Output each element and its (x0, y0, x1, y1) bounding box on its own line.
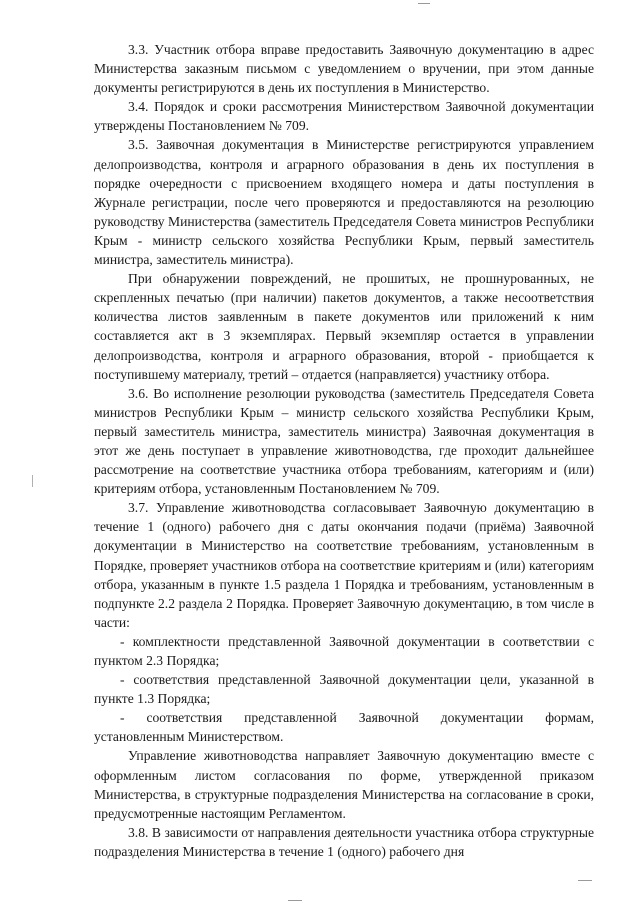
document-body (94, 40, 594, 861)
scan-artifact-top (418, 3, 430, 4)
list-item-purpose: - соответствия представленной Заявочной документации цели, указанной в пункте 1.3 Порядка; (94, 672, 594, 707)
paragraph-3-5: 3.5. Заявочная документация в Министерстве регистрируются управлением делопроизводства, контроля и аграрного образования в день их поступления в порядке очередности с присвоением входящего номера и даты поступления в Журнале регистрации, после чего проверяются и предоставляются на резолюцию руководству Министерства (заместитель Председателя Совета министров Республики Крым - министр сельского хозяйства Республики Крым, первый заместитель министра, заместитель министра). (94, 137, 594, 268)
list-item-forms: - соответствия представленной Заявочной документации формам, установленным Министерством. (94, 710, 594, 745)
paragraph-damage-act: При обнаружении повреждений, не прошитых, не прошнурованных, не скрепленных печатью (при наличии) пакетов документов, а также несоответствия количества листов заявленным в пакете документов или приложений к ним составляется акт в 3 экземплярах. Первый экземпляр остается в управлении делопроизводства, контроля и аграрного образования, второй - приобщается к поступившему материалу, третий – отдается (направляется) участнику отбора. (94, 271, 594, 382)
scan-artifact-bottom (288, 900, 302, 901)
paragraph-3-4: 3.4. Порядок и сроки рассмотрения Министерством Заявочной документации утверждены Постановлением № 709. (94, 99, 594, 134)
paragraph-3-3: 3.3. Участник отбора вправе предоставить Заявочную документацию в адрес Министерства заказным письмом с уведомлением о вручении, при этом данные документы регистрируются в день их поступления в Министерство. (94, 42, 594, 96)
paragraph-3-7: 3.7. Управление животноводства согласовывает Заявочную документацию в течение 1 (одного) рабочего дня с даты окончания подачи (приёма) Заявочной документации в Министерство на соответствие требованиям, установленным в Порядке, проверяет участников отбора на соответствие критериям и (или) категориям отбора, указанным в пункте 1.5 раздела 1 Порядка и требованиям, установленным в подпункте 2.2 раздела 2 Порядка. Проверяет Заявочную документацию, в том числе в части: (94, 500, 594, 630)
scan-artifact-right (578, 880, 592, 881)
paragraph-approval-routing: Управление животноводства направляет Заявочную документацию вместе с оформленным листом согласования по форме, утвержденной приказом Министерства, в структурные подразделения Министерства на согласование в сроки, предусмотренные настоящим Регламентом. (94, 748, 594, 821)
paragraph-3-8: 3.8. В зависимости от направления деятельности участника отбора структурные подразделения Министерства в течение 1 (одного) рабочего дня (94, 824, 594, 859)
scan-artifact-left (32, 475, 33, 487)
paragraph-3-6: 3.6. Во исполнение резолюции руководства (заместитель Председателя Совета министров Республики Крым – министр сельского хозяйства Республики Крым, первый заместитель министра, заместитель министра) Заявочная документация в этот же день поступает в управление животноводства, где проходит дальнейшее рассмотрение на соответствие участника отбора требованиям, категориям и (или) критериям отбора, установленным Постановлением № 709. (94, 385, 594, 497)
list-item-completeness: - комплектности представленной Заявочной документации в соответствии с пунктом 2.3 Порядка; (94, 633, 594, 668)
